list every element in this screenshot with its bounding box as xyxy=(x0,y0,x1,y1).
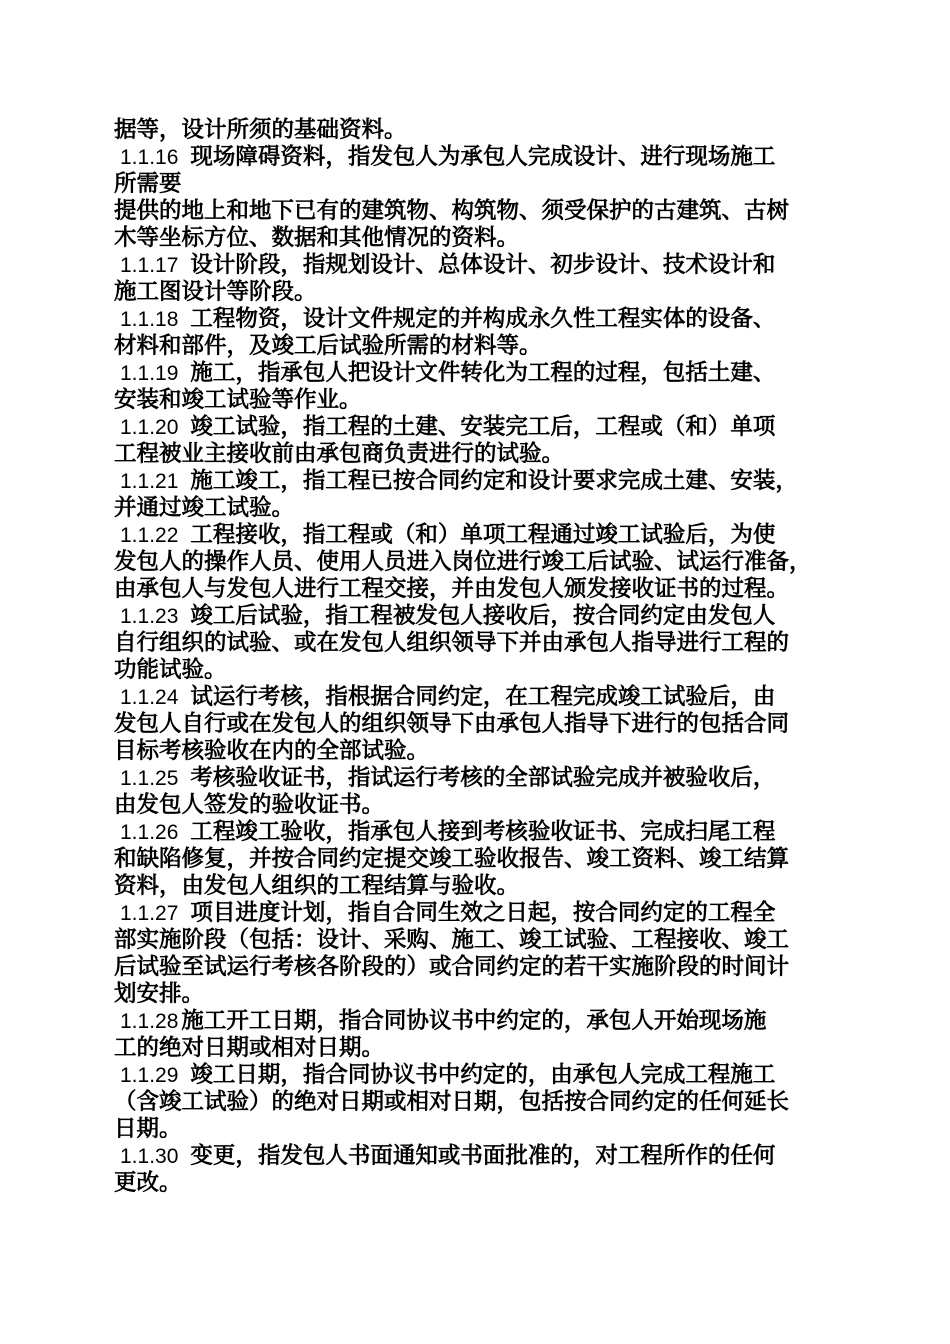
clause-text: 工程物资，设计文件规定的并构成永久性工程实体的设备、 xyxy=(190,306,776,332)
text-line: 工程被业主接收前由承包商负责进行的试验。 xyxy=(114,441,565,467)
clause-first-line xyxy=(114,414,844,441)
clause-number: 1.1.17 xyxy=(120,254,179,277)
clause-number: 1.1.20 xyxy=(120,416,179,439)
clause-text: 项目进度计划，指自合同生效之日起，按合同约定的工程全 xyxy=(190,900,776,926)
text-line: 由发包人签发的验收证书。 xyxy=(114,792,385,818)
text-line: 据等，设计所须的基础资料。 xyxy=(114,117,407,143)
clause-number: 1.1.19 xyxy=(120,362,179,385)
clause-number: 1.1.26 xyxy=(120,821,179,844)
text-line: 施工图设计等阶段。 xyxy=(114,279,317,305)
clause-first-line xyxy=(114,765,844,792)
text-line: 所需要 xyxy=(114,171,182,197)
clause-number: 1.1.25 xyxy=(120,767,179,790)
clause-first-line xyxy=(114,468,844,495)
clause-first-line xyxy=(114,900,844,927)
clause-number: 1.1.21 xyxy=(120,470,179,493)
clause-number: 1.1.28 xyxy=(120,1010,179,1033)
clause-first-line xyxy=(114,360,844,387)
clause-text: 施工，指承包人把设计文件转化为工程的过程，包括土建、 xyxy=(190,360,776,386)
clause-first-line xyxy=(114,603,844,630)
clause-text: 竣工后试验，指工程被发包人接收后，按合同约定由发包人 xyxy=(190,603,776,629)
clause-text: 竣工日期，指合同协议书中约定的，由承包人完成工程施工 xyxy=(190,1062,776,1088)
clause-text: 竣工试验，指工程的土建、安装完工后，工程或（和）单项 xyxy=(190,414,776,440)
text-line: 日期。 xyxy=(114,1116,182,1142)
text-line: 资料，由发包人组织的工程结算与验收。 xyxy=(114,873,520,899)
clause-number: 1.1.27 xyxy=(120,902,179,925)
clause-number: 1.1.24 xyxy=(120,686,179,709)
clause-text: 考核验收证书，指试运行考核的全部试验完成并被验收后， xyxy=(190,765,776,791)
clause-text: 设计阶段，指规划设计、总体设计、初步设计、技术设计和 xyxy=(190,252,776,278)
clause-number: 1.1.18 xyxy=(120,308,179,331)
clause-first-line xyxy=(114,1143,844,1170)
text-line: 后试验至试运行考核各阶段的）或合同约定的若干实施阶段的时间计 xyxy=(114,954,790,980)
text-line: 并通过竣工试验。 xyxy=(114,495,295,521)
clause-text: 试运行考核，指根据合同约定，在工程完成竣工试验后，由 xyxy=(190,684,776,710)
text-line: 更改。 xyxy=(114,1170,182,1196)
clause-text: 变更，指发包人书面通知或书面批准的，对工程所作的任何 xyxy=(190,1143,776,1169)
clause-number: 1.1.29 xyxy=(120,1064,179,1087)
clause-first-line xyxy=(114,144,844,171)
text-line: 和缺陷修复，并按合同约定提交竣工验收报告、竣工资料、竣工结算 xyxy=(114,846,790,872)
text-line: 目标考核验收在内的全部试验。 xyxy=(114,738,430,764)
text-line: 安装和竣工试验等作业。 xyxy=(114,387,362,413)
clause-text: 施工竣工，指工程已按合同约定和设计要求完成土建、安装， xyxy=(190,468,798,494)
text-line: （含竣工试验）的绝对日期或相对日期，包括按合同约定的任何延长 xyxy=(114,1089,790,1115)
document-body xyxy=(114,117,844,1197)
clause-first-line xyxy=(114,684,844,711)
clause-first-line xyxy=(114,1062,844,1089)
clause-number: 1.1.23 xyxy=(120,605,179,628)
clause-text: 工程接收，指工程或（和）单项工程通过竣工试验后，为使 xyxy=(190,522,776,548)
text-line: 自行组织的试验、或在发包人组织领导下并由承包人指导进行工程的 xyxy=(114,630,790,656)
text-line: 部实施阶段（包括：设计、采购、施工、竣工试验、工程接收、竣工 xyxy=(114,927,790,953)
clause-number: 1.1.16 xyxy=(120,146,179,169)
text-line: 发包人自行或在发包人的组织领导下由承包人指导下进行的包括合同 xyxy=(114,711,790,737)
text-line: 材料和部件，及竣工后试验所需的材料等。 xyxy=(114,333,542,359)
clause-text: 现场障碍资料，指发包人为承包人完成设计、进行现场施工 xyxy=(190,144,776,170)
clause-number: 1.1.30 xyxy=(120,1145,179,1168)
clause-first-line xyxy=(114,522,844,549)
text-line: 木等坐标方位、数据和其他情况的资料。 xyxy=(114,225,520,251)
clause-first-line xyxy=(114,819,844,846)
text-line: 工的绝对日期或相对日期。 xyxy=(114,1035,385,1061)
clause-first-line xyxy=(114,1008,844,1035)
clause-number: 1.1.22 xyxy=(120,524,179,547)
text-line: 划安排。 xyxy=(114,981,205,1007)
text-line: 由承包人与发包人进行工程交接，并由发包人颁发接收证书的过程。 xyxy=(114,576,790,602)
text-line: 功能试验。 xyxy=(114,657,227,683)
text-line: 发包人的操作人员、使用人员进入岗位进行竣工后试验、试运行准备， xyxy=(114,549,812,575)
text-line: 提供的地上和地下已有的建筑物、构筑物、须受保护的古建筑、古树 xyxy=(114,198,790,224)
clause-first-line xyxy=(114,306,844,333)
clause-text: 施工开工日期，指合同协议书中约定的，承包人开始现场施 xyxy=(181,1008,767,1034)
clause-text: 工程竣工验收，指承包人接到考核验收证书、完成扫尾工程 xyxy=(190,819,776,845)
clause-first-line xyxy=(114,252,844,279)
